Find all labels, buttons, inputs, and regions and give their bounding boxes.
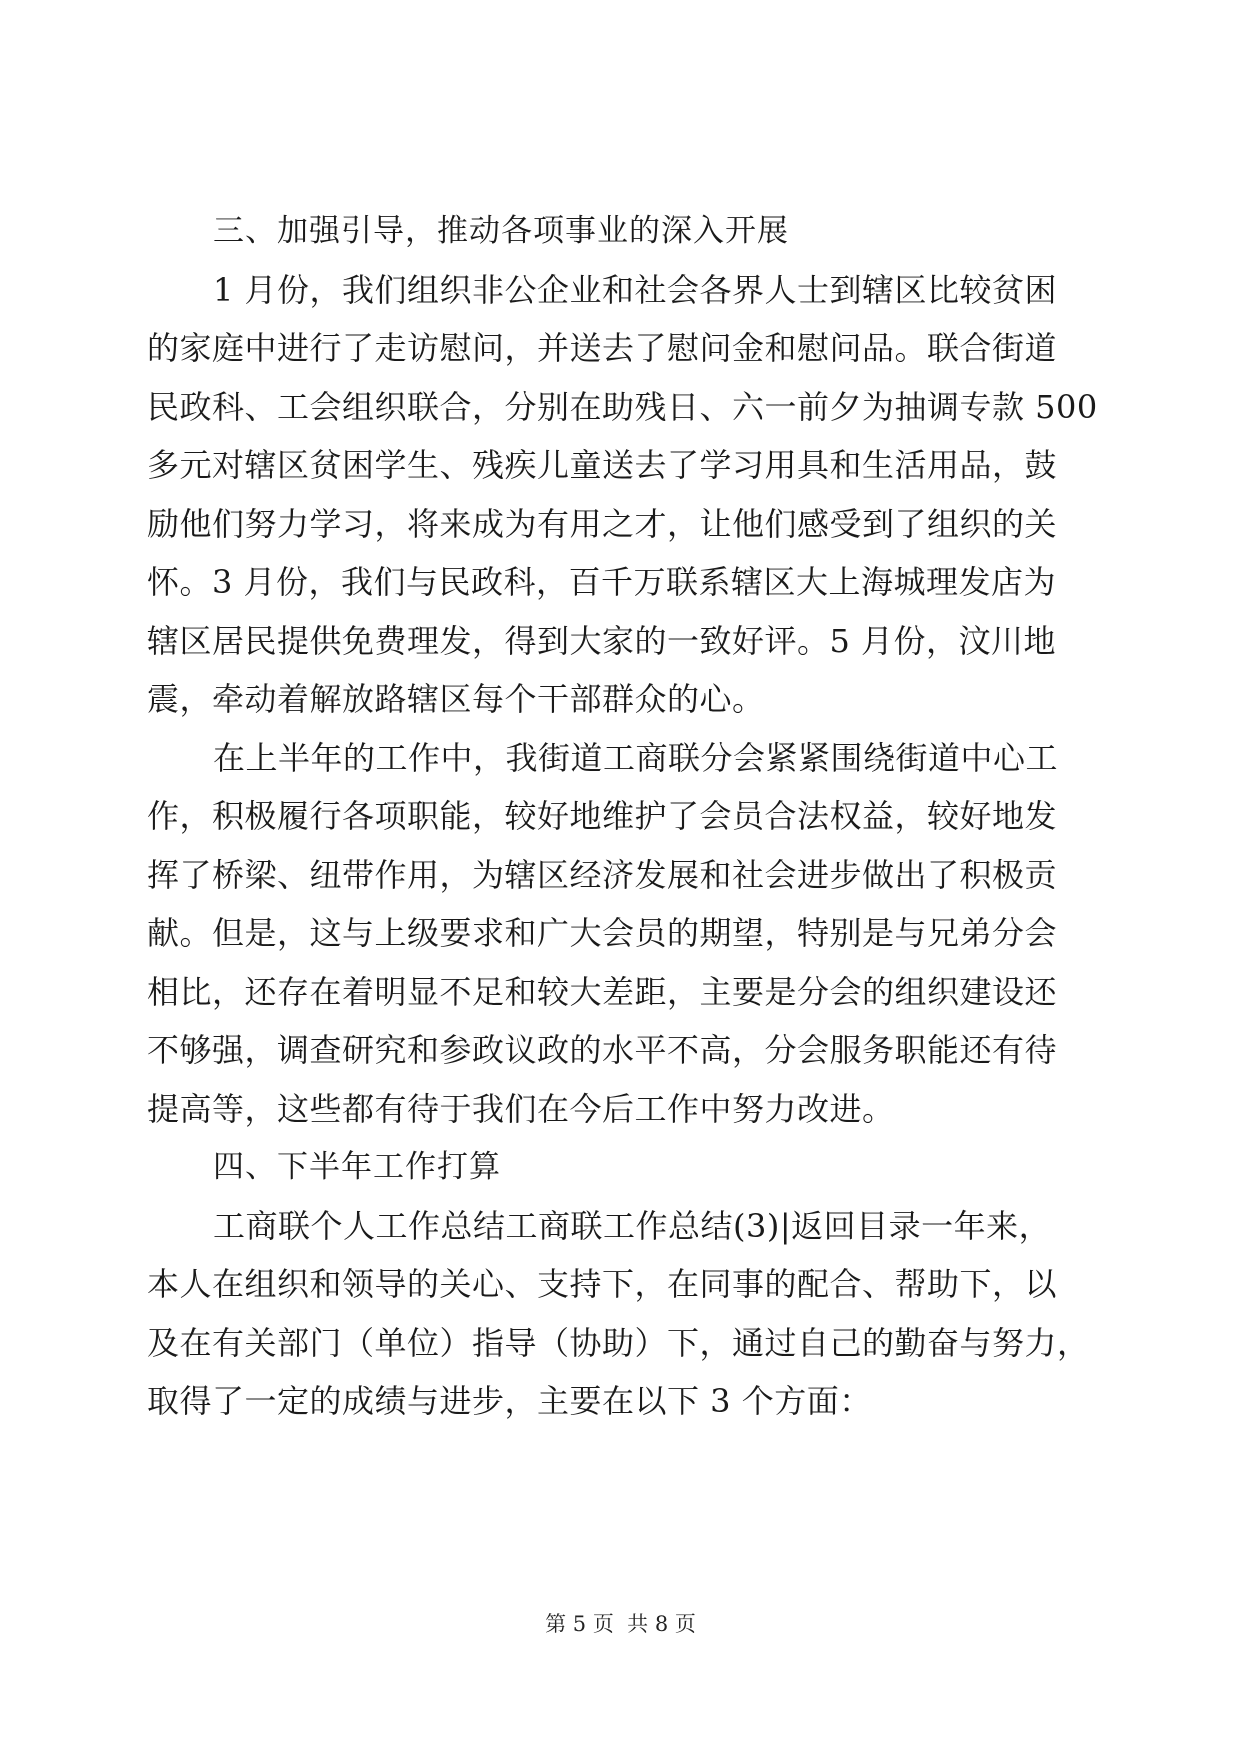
page-footer	[0, 1611, 1241, 1637]
section-heading: 四、下半年工作打算	[213, 1149, 501, 1185]
paragraph-line: 工商联个人工作总结工商联工作总结(3)|返回目录一年来，	[213, 1207, 1052, 1245]
paragraph-line: 取得了一定的成绩与进步，主要在以下 3 个方面：	[147, 1382, 872, 1420]
paragraph-line: 相比，还存在着明显不足和较大差距，主要是分会的组织建设还	[147, 973, 1058, 1011]
paragraph-line: 在上半年的工作中，我街道工商联分会紧紧围绕街道中心工	[213, 739, 1059, 777]
paragraph-line: 作，积极履行各项职能，较好地维护了会员合法权益，较好地发	[147, 797, 1058, 835]
paragraph-line: 怀。3 月份，我们与民政科，百千万联系辖区大上海城理发店为	[147, 563, 1057, 601]
paragraph-line: 震，牵动着解放路辖区每个干部群众的心。	[147, 680, 765, 718]
paragraph-line: 及在有关部门（单位）指导（协助）下，通过自己的勤奋与努力，	[147, 1324, 1090, 1362]
paragraph-line: 献。但是，这与上级要求和广大会员的期望，特别是与兄弟分会	[147, 914, 1058, 952]
paragraph-line: 不够强，调查研究和参政议政的水平不高，分会服务职能还有待	[147, 1031, 1058, 1069]
page-number: 第 5 页 共 8 页	[545, 1612, 696, 1636]
paragraph-line: 多元对辖区贫困学生、残疾儿童送去了学习用具和生活用品，鼓	[147, 446, 1058, 484]
paragraph-line: 民政科、工会组织联合，分别在助残日、六一前夕为抽调专款 500	[147, 388, 1098, 426]
paragraph-line: 的家庭中进行了走访慰问，并送去了慰问金和慰问品。联合街道	[147, 329, 1058, 367]
paragraph-line: 励他们努力学习，将来成为有用之才，让他们感受到了组织的关	[147, 505, 1058, 543]
paragraph-line: 辖区居民提供免费理发，得到大家的一致好评。5 月份，汶川地	[147, 622, 1057, 660]
paragraph-line: 提高等，这些都有待于我们在今后工作中努力改进。	[147, 1090, 895, 1128]
paragraph-line: 本人在组织和领导的关心、支持下，在同事的配合、帮助下，以	[147, 1265, 1058, 1303]
paragraph-line: 1 月份，我们组织非公企业和社会各界人士到辖区比较贫困	[213, 271, 1058, 309]
paragraph-line: 挥了桥梁、纽带作用，为辖区经济发展和社会进步做出了积极贡	[147, 856, 1058, 894]
section-heading: 三、加强引导，推动各项事业的深入开展	[213, 213, 789, 249]
